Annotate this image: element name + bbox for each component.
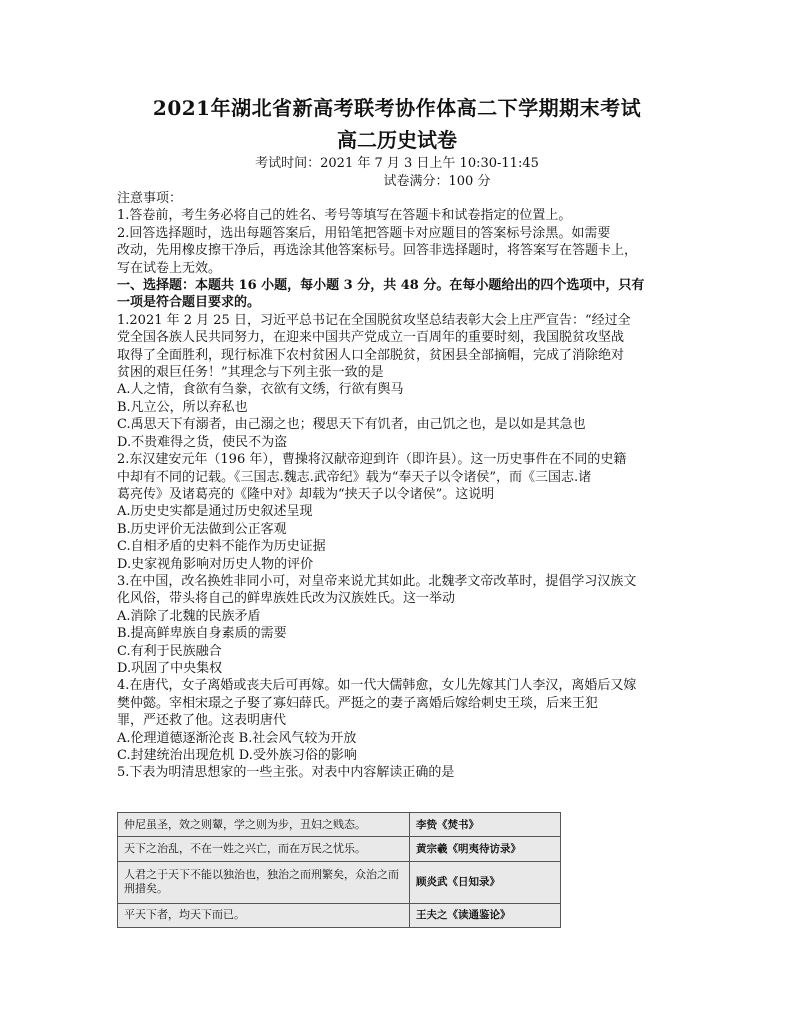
q2-option-c: C.自相矛盾的史料不能作为历史证据 (117, 539, 326, 555)
q3-option-a: A.消除了北魏的民族矛盾 (117, 608, 261, 624)
q3-option-d: D.巩固了中央集权 (117, 660, 223, 676)
exam-content (117, 190, 677, 782)
note-2-line-3: 写在试卷上无效。 (117, 260, 222, 276)
q5-table (117, 812, 561, 928)
table-cell-source: 王夫之《读通鉴论》 (410, 903, 561, 927)
table-row (118, 837, 561, 861)
q1-stem-2: 党全国各族人民共同努力，在迎来中国共产党成立一百周年的重要时刻，我国脱贫攻坚战 (117, 330, 625, 346)
note-1: 1.答卷前，考生务必将自己的姓名、考号等填写在答题卡和试卷指定的位置上。 (117, 208, 572, 224)
exam-subtitle: 高二历史试卷 (337, 128, 457, 152)
q4-stem-3: 罪，严还救了他。这表明唐代 (117, 713, 287, 729)
q4-options-ab: A.伦理道德逐渐沦丧 B.社会风气较为开放 (117, 730, 357, 746)
q2-stem-2: 中却有不同的记载。《三国志.魏志.武帝纪》载为“奉天子以令诸侯”，而《三国志.诸 (117, 469, 592, 485)
q2-stem-3: 葛亮传》及诸葛亮的《隆中对》却载为“挟天子以令诸侯”。这说明 (117, 486, 495, 502)
q1-stem-4: 贫困的艰巨任务！”其理念与下列主张一致的是 (117, 365, 384, 381)
q5-stem: 5.下表为明清思想家的一些主张。对表中内容解读正确的是 (117, 765, 455, 781)
q4-options-cd: C.封建统治出现危机 D.受外族习俗的影响 (117, 748, 357, 763)
q1-option-b: B.凡立公，所以弃私也 (117, 399, 248, 415)
table-cell-source: 李贽《焚书》 (410, 813, 561, 837)
q1-option-c: C.禹思天下有溺者，由己溺之也；稷思天下有饥者，由己饥之也，是以如是其急也 (117, 417, 586, 433)
notes-heading: 注意事项： (117, 191, 183, 206)
exam-title: 2021年湖北省新高考联考协作体高二下学期期末考试 (152, 96, 642, 120)
exam-time: 考试时间：2021 年 7 月 3 日上午 10:30-11:45 (255, 156, 539, 171)
q2-option-a: A.历史史实都是通过历史叙述呈现 (117, 504, 313, 520)
full-score: 试卷满分：100 分 (383, 174, 491, 189)
table-row (118, 861, 561, 903)
q3-option-c: C.有利于民族融合 (117, 643, 222, 659)
q1-option-d: D.不贵难得之货，使民不为盗 (117, 434, 288, 450)
q4-stem-2: 樊仲懿。宰相宋璟之子娶了寡妇薛氏。严挺之的妻子离婚后嫁给刺史王琰，后来王犯 (117, 695, 599, 711)
section-heading-line-2: 一项是符合题目要求的。 (117, 295, 261, 311)
q2-stem-1: 2.东汉建安元年（196 年），曹操将汉献帝迎到许（即许县）。这一历史事件在不同的史籍 (117, 452, 627, 468)
table-cell-quote: 天下之治乱，不在一姓之兴亡，而在万民之忧乐。 (118, 837, 410, 861)
q1-stem-3: 取得了全面胜利，现行标准下农村贫困人口全部脱贫，贫困县全部摘帽，完成了消除绝对 (117, 347, 625, 363)
q1-stem-1: 1.2021 年 2 月 25 日，习近平总书记在全国脱贫攻坚总结表彰大会上庄严宣告：“经过全 (117, 312, 631, 328)
q3-option-b: B.提高鲜卑族自身素质的需要 (117, 626, 287, 642)
q3-stem-1: 3.在中国，改名换姓非同小可，对皇帝来说尤其如此。北魏孝文帝改革时，提倡学习汉族文 (117, 573, 637, 589)
q4-stem-1: 4.在唐代，女子离婚或丧夫后可再嫁。如一代大儒韩愈，女儿先嫁其门人李汉，离婚后又嫁 (117, 678, 637, 694)
table-cell-source: 顾炎武《日知录》 (410, 861, 561, 903)
table-row (118, 903, 561, 927)
q3-stem-2: 化风俗，带头将自己的鲜卑族姓氏改为汉族姓氏。这一举动 (117, 591, 456, 607)
table-cell-quote: 仲尼虽圣，效之则颦，学之则为步，丑妇之贱态。 (118, 813, 410, 837)
table-row (118, 813, 561, 837)
q2-option-d: D.史家视角影响对历史人物的评价 (117, 556, 314, 572)
section-heading-line-1: 一、选择题：本题共 16 小题，每小题 3 分，共 48 分。在每小题给出的四个选项中，只有 (117, 278, 645, 294)
note-2-line-1: 2.回答选择题时，选出每题答案后，用铅笔把答题卡对应题目的答案标号涂黑。如需要 (117, 225, 611, 241)
table-cell-quote: 平天下者，均天下而已。 (118, 903, 410, 927)
q2-option-b: B.历史评价无法做到公正客观 (117, 521, 287, 537)
q1-option-a: A.人之情，食欲有刍豢，衣欲有文绣，行欲有舆马 (117, 382, 404, 398)
table-cell-source: 黄宗羲《明夷待访录》 (410, 837, 561, 861)
note-2-line-2: 改动，先用橡皮擦干净后，再选涂其他答案标号。回答非选择题时，将答案写在答题卡上， (117, 243, 638, 259)
table-cell-quote: 人君之于天下不能以独治也，独治之而刑繁矣，众治之而刑措矣。 (118, 861, 410, 903)
